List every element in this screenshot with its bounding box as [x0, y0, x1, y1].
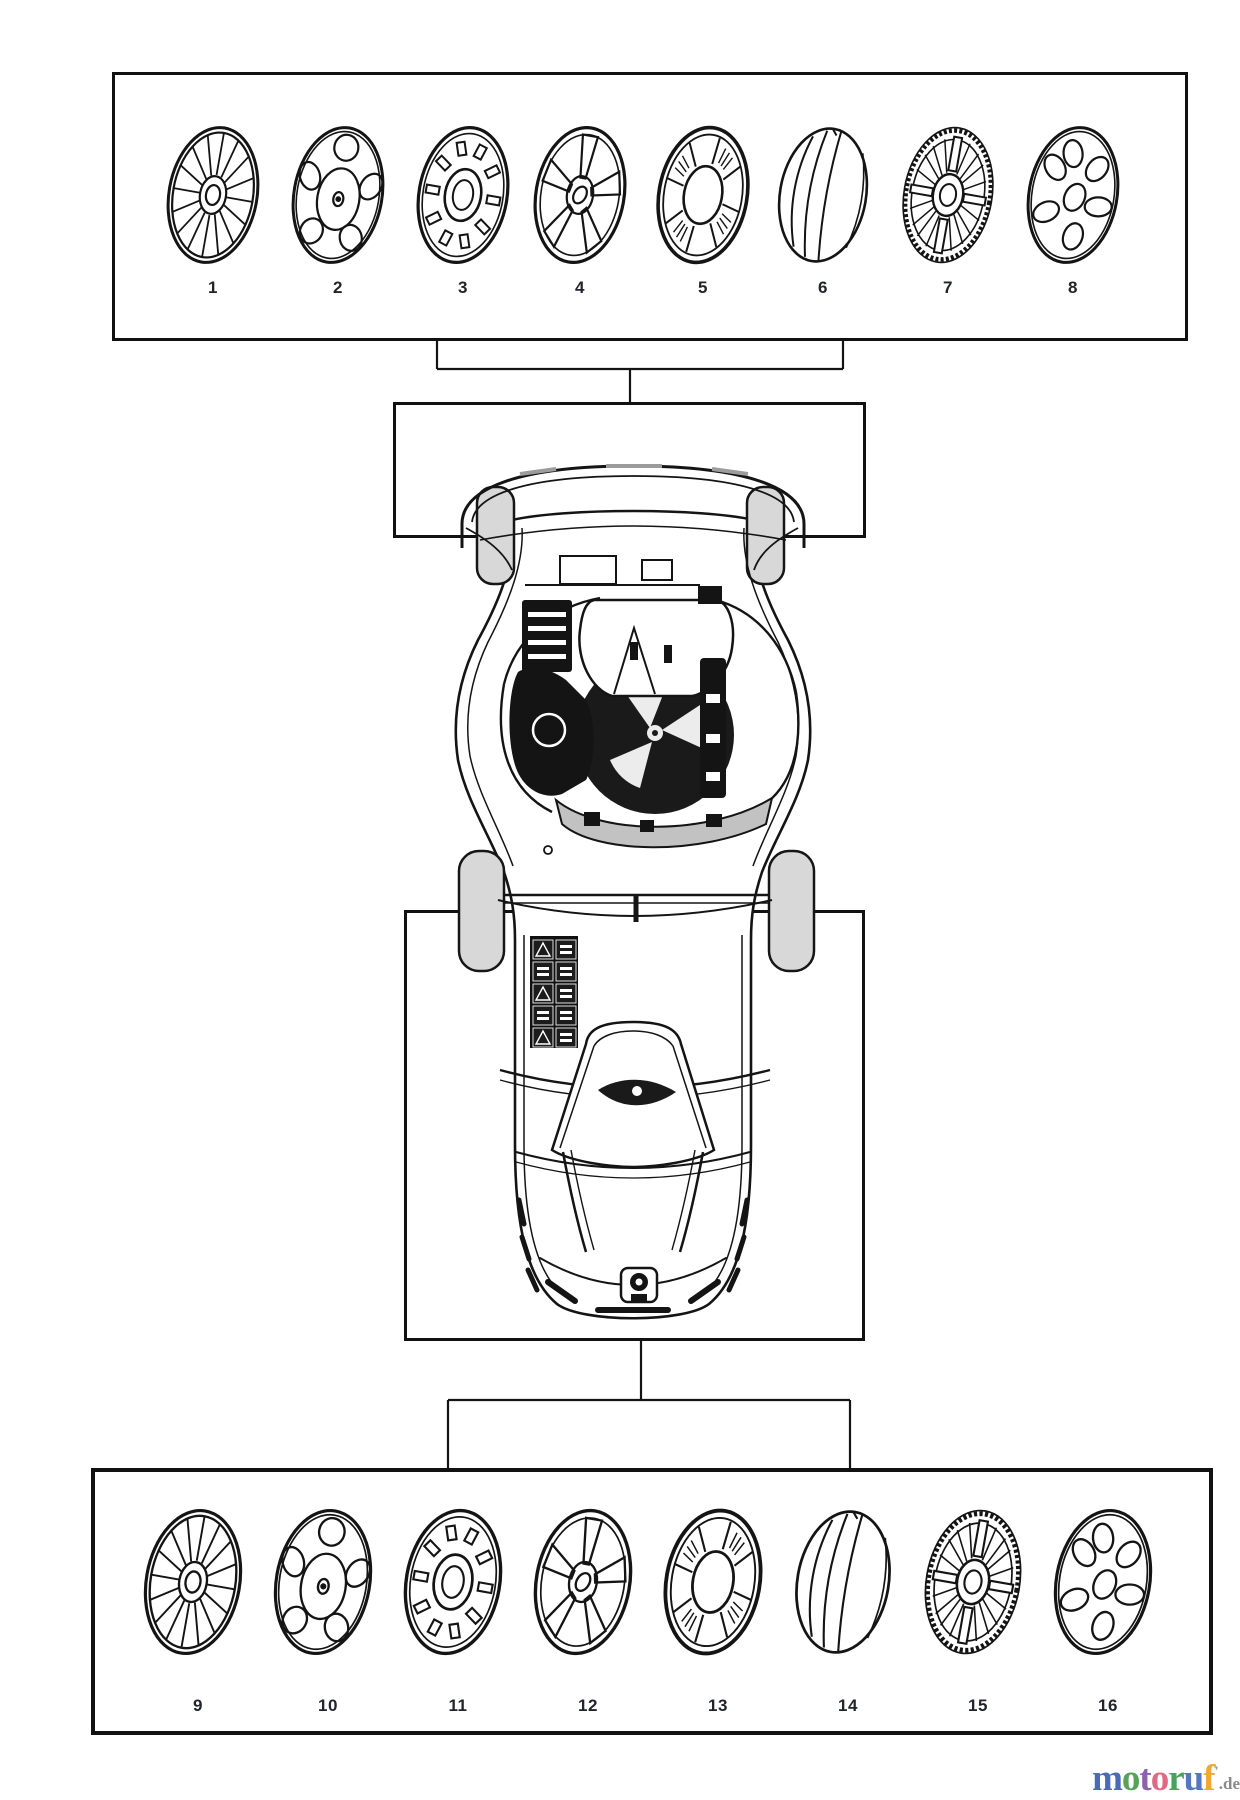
logo-letter: t: [1139, 1758, 1151, 1799]
hubcap-16-label: 16: [1098, 1696, 1118, 1715]
muffler-bracket: [700, 658, 726, 798]
air-filter-box: [522, 600, 572, 672]
hubcap-15-label: 15: [968, 1696, 988, 1715]
hubcap-12-label: 12: [578, 1696, 598, 1715]
hubcap-3-slotted-ring-icon: [403, 115, 523, 275]
hubcap-12-five-spoke-star-icon: [523, 1502, 643, 1662]
hubcap-9-label: 9: [193, 1696, 203, 1715]
carburetor-block: [509, 668, 593, 796]
hubcap-6-blank-dome-icon: [763, 115, 883, 275]
hubcap-5-label: 5: [698, 278, 708, 297]
logo-letter: o: [1121, 1758, 1140, 1799]
hubcap-11-label: 11: [448, 1696, 468, 1715]
hubcap-9-multi-spoke-icon: [133, 1502, 253, 1662]
hubcap-14-label: 14: [838, 1696, 858, 1715]
hubcap-6-label: 6: [818, 278, 828, 297]
rear-wheels-callout-box: [404, 910, 865, 1341]
hubcap-7-directional-fan-icon: [888, 115, 1008, 275]
hubcap-8-label: 8: [1068, 278, 1078, 297]
hubcap-2-five-hole-disc-icon: [278, 115, 398, 275]
logo-letter: u: [1183, 1758, 1204, 1799]
hubcap-4-label: 4: [575, 278, 585, 297]
engine-shroud: [579, 600, 733, 696]
hubcap-5-open-center-fan-icon: [643, 115, 763, 275]
logo-letter: m: [1092, 1758, 1122, 1799]
hubcap-13-open-center-fan-icon: [653, 1502, 773, 1662]
hubcap-10-label: 10: [318, 1696, 338, 1715]
hubcap-3-label: 3: [458, 278, 468, 297]
hubcap-1-multi-spoke-icon: [153, 115, 273, 275]
top-bracket-connector: [437, 341, 843, 402]
logo-domain-suffix: .de: [1218, 1774, 1240, 1793]
logo-letter: r: [1168, 1758, 1184, 1799]
front-wheels-callout-box: [393, 402, 866, 538]
flywheel-fan: [576, 656, 734, 814]
hubcap-16-oval-holes-icon: [1043, 1502, 1163, 1662]
bottom-bracket-connector: [448, 1341, 850, 1468]
hubcap-15-directional-fan-icon: [913, 1502, 1033, 1662]
hubcap-7-label: 7: [943, 278, 953, 297]
logo-tick: ': [1214, 1764, 1219, 1780]
engine-assembly: [501, 556, 798, 847]
hubcap-11-slotted-ring-icon: [393, 1502, 513, 1662]
hubcap-2-label: 2: [333, 278, 343, 297]
hubcap-4-five-spoke-star-icon: [520, 115, 640, 275]
hubcap-14-blank-dome-icon: [783, 1502, 903, 1662]
logo-letter: o: [1150, 1758, 1169, 1799]
logo-letter: f: [1203, 1758, 1215, 1799]
hubcap-10-five-hole-disc-icon: [263, 1502, 383, 1662]
engine-base: [556, 798, 772, 847]
hubcap-8-oval-holes-icon: [1013, 115, 1133, 275]
hubcap-1-label: 1: [208, 278, 218, 297]
motoruf-logo[interactable]: [1062, 1752, 1240, 1800]
hubcap-13-label: 13: [708, 1696, 728, 1715]
